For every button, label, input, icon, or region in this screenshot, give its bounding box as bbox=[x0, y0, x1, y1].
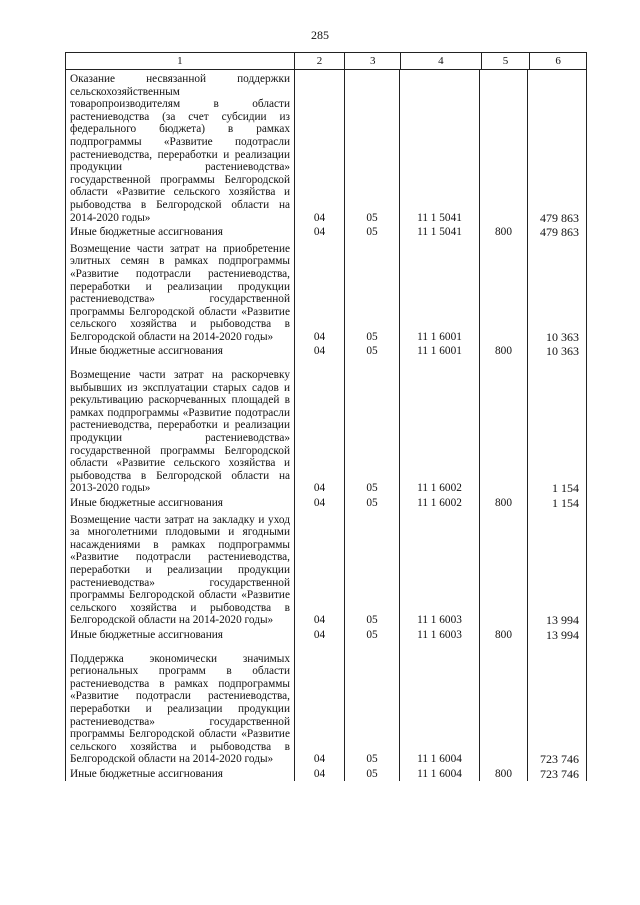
row-section: 04 bbox=[295, 643, 345, 767]
row-section: 04 bbox=[295, 240, 345, 345]
row-expense-type bbox=[480, 359, 528, 496]
row-target-code: 11 1 6001 bbox=[400, 344, 480, 359]
row-expense-type: 800 bbox=[480, 344, 528, 359]
table-row bbox=[66, 767, 586, 782]
row-amount: 13 994 bbox=[546, 627, 579, 642]
budget-table bbox=[65, 52, 587, 781]
row-subsection: 05 bbox=[345, 70, 400, 225]
row-amount: 13 994 bbox=[546, 613, 579, 628]
table-row bbox=[66, 70, 586, 225]
row-expense-type bbox=[480, 511, 528, 628]
header-col-2: 2 bbox=[295, 53, 346, 69]
row-amount: 1 154 bbox=[552, 481, 579, 496]
row-subsection: 05 bbox=[345, 359, 400, 496]
table-row bbox=[66, 511, 586, 628]
row-amount: 723 746 bbox=[540, 766, 579, 781]
row-subsection: 05 bbox=[345, 344, 400, 359]
row-amount: 479 863 bbox=[540, 210, 579, 225]
row-description: Иные бюджетные ассигнования bbox=[66, 225, 295, 240]
table-header-row bbox=[66, 53, 586, 70]
table-row bbox=[66, 240, 586, 345]
row-expense-type: 800 bbox=[480, 767, 528, 782]
row-amount: 10 363 bbox=[546, 329, 579, 344]
row-target-code: 11 1 6003 bbox=[400, 511, 480, 628]
row-description: Иные бюджетные ассигнования bbox=[66, 344, 295, 359]
row-amount: 479 863 bbox=[540, 225, 579, 240]
row-target-code: 11 1 6003 bbox=[400, 628, 480, 643]
row-section: 04 bbox=[295, 496, 345, 511]
row-expense-type: 800 bbox=[480, 628, 528, 643]
header-col-4: 4 bbox=[401, 53, 482, 69]
row-description: Поддержка экономически значимых региональных программ в области растениеводства в рамках подпрограммы «Развитие подотрасли растениеводства, переработки и реализации продукции растениеводства» государственной программы Белгородской области «Развитие сельского хозяйства и рыбоводства в Белгородской области на 2014-2020 годы» bbox=[66, 643, 295, 767]
row-subsection: 05 bbox=[345, 240, 400, 345]
row-description: Возмещение части затрат на приобретение элитных семян в рамках подпрограммы «Развитие подотрасли растениеводства, переработки и реализации продукции растениеводства» государственной программы Белгородской области «Развитие сельского хозяйства и рыбоводства в Белгородской области на 2014-2020 годы» bbox=[66, 240, 295, 345]
row-target-code: 11 1 6002 bbox=[400, 359, 480, 496]
row-target-code: 11 1 6002 bbox=[400, 496, 480, 511]
row-description: Оказание несвязанной поддержки сельскохозяйственным товаропроизводителям в области растениеводства (за счет субсидии из федерального бюджета) в рамках подпрограммы «Развитие подотрасли растениеводства, переработки и реализации продукции растениеводства» государственной программы Белгородской области «Развитие сельского хозяйства и рыбоводства в Белгородской области на 2014-2020 годы» bbox=[66, 70, 295, 225]
row-target-code: 11 1 6004 bbox=[400, 643, 480, 767]
row-expense-type bbox=[480, 643, 528, 767]
row-description: Возмещение части затрат на закладку и уход за многолетними плодовыми и ягодными насаждениями в рамках подпрограммы «Развитие подотрасли растениеводства, переработки и реализации продукции растениеводства» государственной программы Белгородской области «Развитие сельского хозяйства и рыбоводства в Белгородской области на 2014-2020 годы» bbox=[66, 511, 295, 628]
row-target-code: 11 1 6004 bbox=[400, 767, 480, 782]
table-row bbox=[66, 628, 586, 643]
row-subsection: 05 bbox=[345, 511, 400, 628]
table-row bbox=[66, 643, 586, 767]
header-col-5: 5 bbox=[482, 53, 531, 69]
row-section: 04 bbox=[295, 767, 345, 782]
header-col-3: 3 bbox=[345, 53, 401, 69]
row-description: Иные бюджетные ассигнования bbox=[66, 628, 295, 643]
table-row bbox=[66, 359, 586, 496]
row-subsection: 05 bbox=[345, 496, 400, 511]
page-number: 285 bbox=[311, 28, 329, 42]
table-row bbox=[66, 225, 586, 240]
row-target-code: 11 1 5041 bbox=[400, 70, 480, 225]
row-amount: 10 363 bbox=[546, 344, 579, 359]
row-description: Иные бюджетные ассигнования bbox=[66, 767, 295, 782]
row-subsection: 05 bbox=[345, 643, 400, 767]
row-expense-type bbox=[480, 240, 528, 345]
row-expense-type: 800 bbox=[480, 225, 528, 240]
header-col-6: 6 bbox=[555, 55, 561, 67]
row-description: Иные бюджетные ассигнования bbox=[66, 496, 295, 511]
row-target-code: 11 1 6001 bbox=[400, 240, 480, 345]
table-row bbox=[66, 344, 586, 359]
row-section: 04 bbox=[295, 70, 345, 225]
row-section: 04 bbox=[295, 344, 345, 359]
table-row bbox=[66, 496, 586, 511]
row-expense-type bbox=[480, 70, 528, 225]
header-col-1: 1 bbox=[66, 53, 295, 69]
row-amount: 1 154 bbox=[552, 496, 579, 510]
row-section: 04 bbox=[295, 225, 345, 240]
row-subsection: 05 bbox=[345, 628, 400, 643]
row-amount: 723 746 bbox=[540, 752, 579, 767]
row-section: 04 bbox=[295, 628, 345, 643]
row-section: 04 bbox=[295, 359, 345, 496]
row-section: 04 bbox=[295, 511, 345, 628]
row-subsection: 05 bbox=[345, 225, 400, 240]
row-description: Возмещение части затрат на раскорчевку выбывших из эксплуатации старых садов и рекультивацию раскорчеванных площадей в рамках подпрограммы «Развитие подотрасли растениеводства, переработки и реализации продукции растениеводства» государственной программы Белгородской области «Развитие сельского хозяйства и рыбоводства в Белгородской области на 2013-2020 годы» bbox=[66, 359, 295, 496]
row-expense-type: 800 bbox=[480, 496, 528, 511]
row-target-code: 11 1 5041 bbox=[400, 225, 480, 240]
row-subsection: 05 bbox=[345, 767, 400, 782]
